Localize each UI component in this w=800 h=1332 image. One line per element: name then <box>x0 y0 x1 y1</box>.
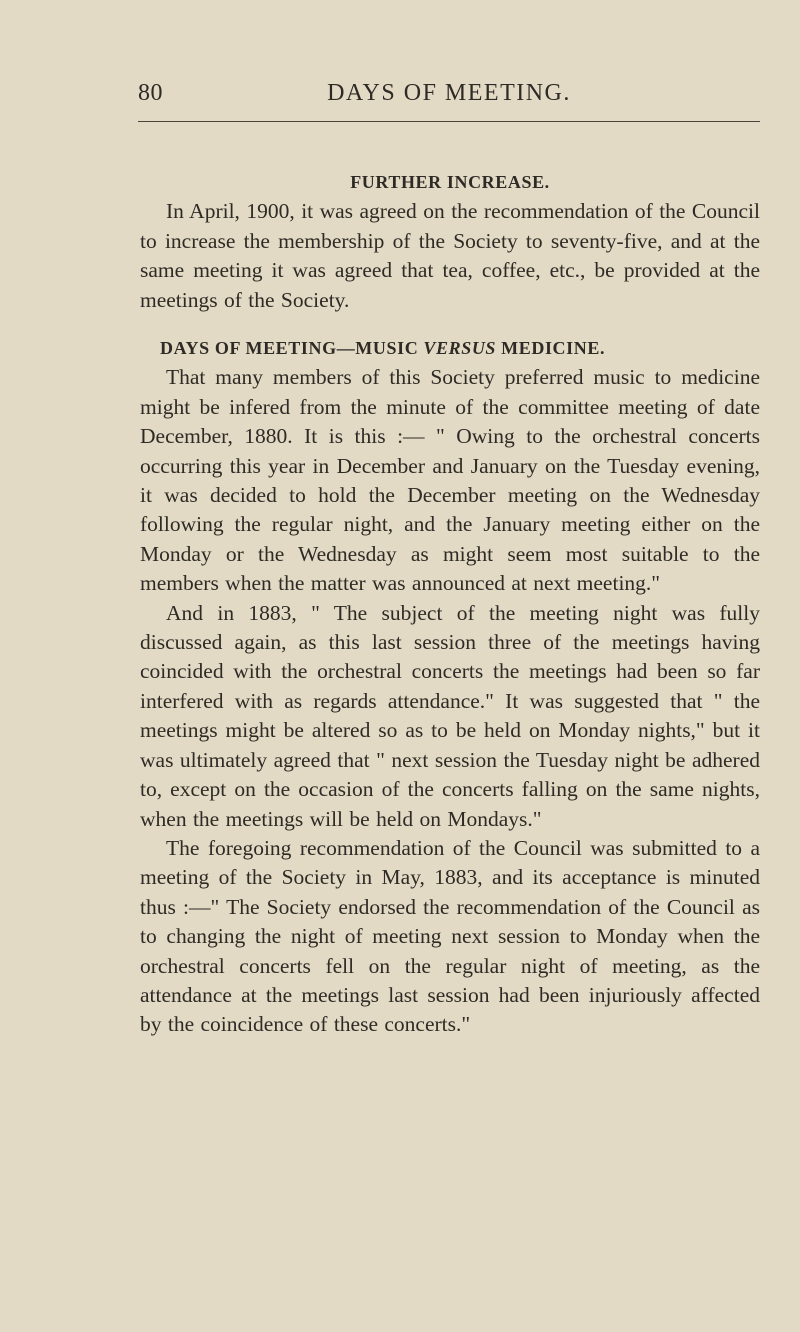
paragraph-april-1900: In April, 1900, it was agreed on the recommendation of the Council to increase the membership of the Society to seventy-five, and at the same meeting it was agreed that tea, coffee, etc., be provided at the meetings of the Society. <box>140 199 760 312</box>
heading-prefix: DAYS OF MEETING—MUSIC <box>160 338 424 359</box>
page-number: 80 <box>138 80 163 106</box>
heading-suffix: MEDICINE. <box>496 338 606 359</box>
running-head <box>138 80 760 110</box>
heading-italic-versus: VERSUS <box>423 338 497 359</box>
section-heading-further-increase: FURTHER INCREASE. <box>350 172 550 192</box>
paragraph-1883-discussion: And in 1883, " The subject of the meeting night was fully discussed again, as this last session three of the meetings having coincided with the orchestral concerts the meetings had been so far interfered with as regards attendance." It was suggested that " the meetings might be altered so as to be held on Monday nights," but it was ultimately agreed that " next session the Tuesday night be adhered to, except on the occasion of the concerts falling on the same nights, when the meetings will be held on Mondays." <box>140 600 760 831</box>
header-rule <box>138 121 760 122</box>
body-text <box>140 168 760 1040</box>
running-title: DAYS OF MEETING. <box>327 80 571 106</box>
paragraph-1880-minute: That many members of this Society preferred music to medicine might be infered from the minute of the committee meeting of date December, 1880. It is this :— " Owing to the orchestral concerts occurring this year in December and January on the Tuesday evening, it was decided to hold the December meeting on the Wednesday following the regular night, and the January meeting either on the Monday or the Wednesday as might seem most suitable to the members when the matter was announced at next meeting." <box>140 365 760 596</box>
section-heading-days-of-meeting <box>140 334 760 363</box>
paragraph-council-recommendation: The foregoing recommendation of the Council was submitted to a meeting of the Society in May, 1883, and its acceptance is minuted thus :—" The Society endorsed the recommendation of the Council as to changing the night of meeting next session to Monday when the orchestral concerts fell on the regular night of meeting, as the attendance at the meetings last session had been injuriously affected by the coincidence of these concerts." <box>140 835 760 1037</box>
